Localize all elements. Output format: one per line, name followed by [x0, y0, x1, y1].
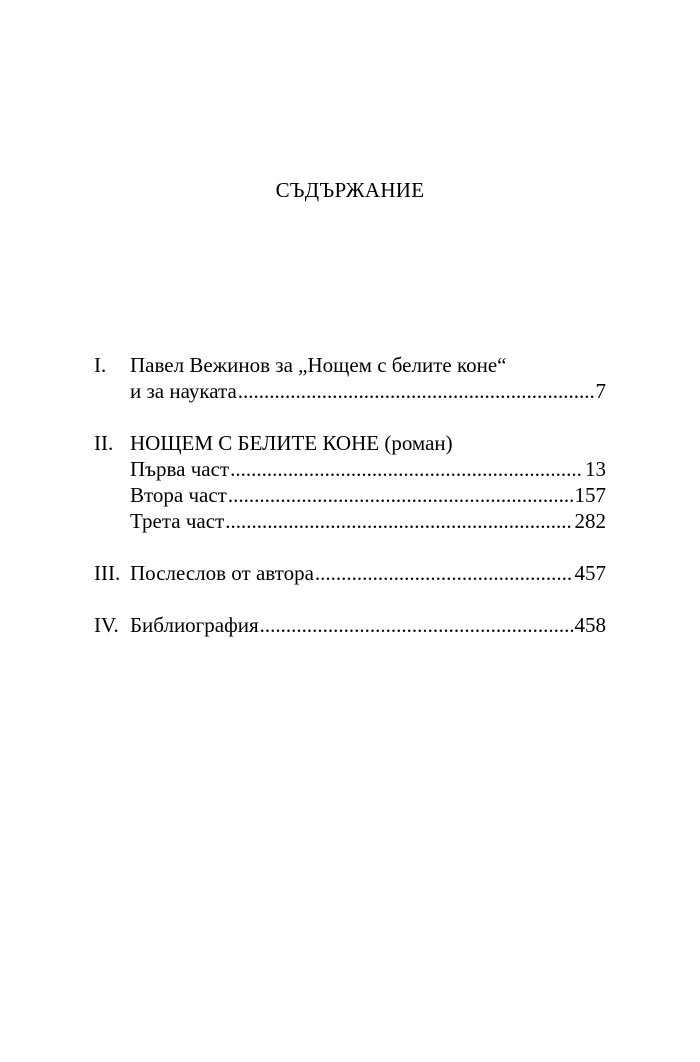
toc-entry	[130, 508, 606, 534]
toc-section-4	[94, 612, 606, 638]
dot-leader	[228, 482, 573, 508]
section-numeral: III.	[94, 561, 121, 585]
section-title: НОЩЕМ С БЕЛИТЕ КОНЕ (роман)	[130, 431, 453, 455]
section-body	[130, 612, 606, 638]
toc-entry	[130, 482, 606, 508]
entry-label: Трета част	[130, 509, 225, 533]
dot-leader	[315, 560, 573, 586]
dot-leader	[230, 456, 583, 482]
toc-section-1	[94, 352, 606, 404]
section-body	[130, 430, 606, 534]
entry-page-number: 458	[574, 613, 606, 637]
section-numeral: I.	[94, 353, 107, 377]
toc-section-3	[94, 560, 606, 586]
entry-page-number: 13	[585, 457, 606, 481]
section-body	[130, 560, 606, 586]
section-numeral: IV.	[94, 613, 119, 637]
dot-leader	[238, 378, 594, 404]
toc-entry	[130, 456, 606, 482]
entry-page-number: 457	[574, 561, 606, 585]
entry-label: Втора част	[130, 483, 227, 507]
entry-page-number: 157	[574, 483, 606, 507]
entry-label: Послеслов от автора	[130, 561, 314, 585]
page-title: СЪДЪРЖАНИЕ	[275, 178, 425, 202]
entry-page-number: 7	[595, 379, 606, 403]
toc-entry	[130, 378, 606, 404]
section-title: Павел Вежинов за „Нощем с белите коне“	[130, 353, 507, 377]
table-of-contents	[94, 352, 606, 638]
entry-page-number: 282	[574, 509, 606, 533]
toc-entry	[130, 612, 606, 638]
toc-section-2	[94, 430, 606, 534]
section-body	[130, 352, 606, 404]
section-numeral: II.	[94, 431, 114, 455]
entry-label: и за науката	[130, 379, 237, 403]
toc-entry	[130, 560, 606, 586]
dot-leader	[260, 612, 573, 638]
entry-label: Първа част	[130, 457, 230, 481]
entry-label: Библиография	[130, 613, 259, 637]
dot-leader	[225, 508, 572, 534]
